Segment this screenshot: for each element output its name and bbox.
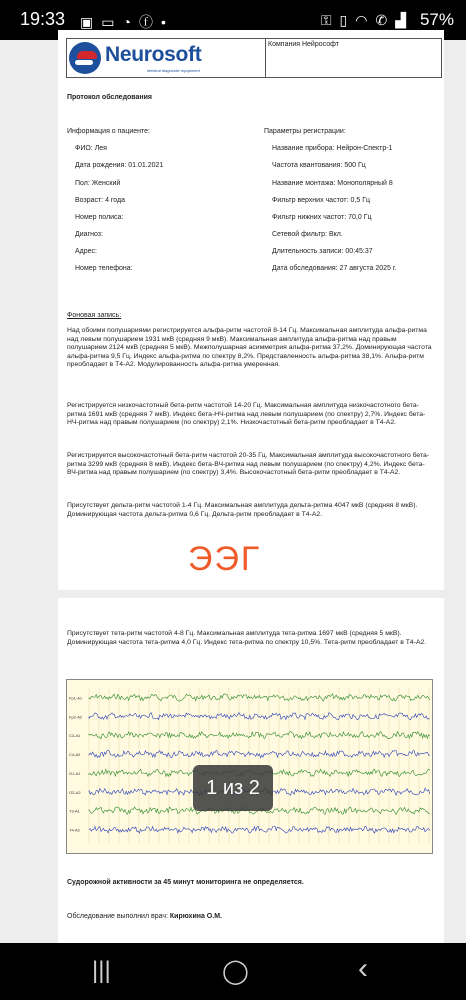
navigation-bar <box>0 943 466 1000</box>
beta-high-paragraph: Регистрируется высокочастотный бета-ритм частотой 20-35 Гц. Максимальная амплитуда высокочастотного бета-ритма 3299 мкВ (средняя 8 мкВ). Индекс бета-ВЧ-ритма над левым полушарием (по спектру) 4,2%. Индекс бета-ВЧ-ритма над правым полушарием (по спектру) 3,4%. Высокочастотный бета-ритм преобладает в Т4-А2. <box>67 452 430 477</box>
battery-percent: 57% <box>419 10 454 29</box>
dot-icon: • <box>160 14 166 30</box>
nfc-icon: ▯ <box>339 12 348 28</box>
eeg-trace <box>89 750 430 758</box>
beta-low-paragraph: Регистрируется низкочастотный бета-ритм частотой 14-20 Гц. Максимальная амплитуда низкочастотного бета-ритма 1691 мкВ (средняя 7 мкВ). Индекс бета-НЧ-ритма над левым полушарием (по спектру) 2,7%. Индекс бета-НЧ-ритма над правым полушарием (по спектру) 2,1%. Низкочастотный бета-ритм преобладает в Т4-А2. <box>67 402 426 427</box>
company-name: Компания Нейрософт <box>268 41 339 48</box>
registration-field: Фильтр нижних частот: 70,0 Гц <box>272 214 372 221</box>
neurosoft-logo <box>69 41 264 75</box>
registration-field: Частота квантования: 500 Гц <box>272 162 366 169</box>
system-icons <box>321 12 406 29</box>
call-icon: ✆ <box>375 12 388 28</box>
registration-field: Дата обследования: 27 августа 2025 г. <box>272 265 397 272</box>
eeg-watermark: ЭЭГ <box>188 540 262 578</box>
registration-field: Сетевой фильтр: Вкл. <box>272 231 343 238</box>
doctor-line <box>67 913 222 922</box>
registration-field: Название монтажа: Монополярный 8 <box>272 180 393 187</box>
patient-field: Пол: Женский <box>75 180 121 187</box>
eeg-trace <box>89 713 430 720</box>
channel-label: O1-A1 <box>69 770 81 776</box>
registration-field: Название прибора: Нейрон-Спектр-1 <box>272 145 393 152</box>
eeg-trace <box>89 826 430 833</box>
home-button[interactable]: ◯ <box>222 958 249 985</box>
document-page-1 <box>58 30 444 590</box>
eeg-trace <box>89 732 430 739</box>
patient-heading: Информация о пациенте: <box>67 128 150 135</box>
key-icon: ⚿ <box>320 12 332 28</box>
delta-paragraph: Присутствует дельта-ритм частотой 1-4 Гц. Максимальная амплитуда дельта-ритма 4047 мкВ (средняя 8 мкВ). Доминирующая частота дельта-ритма 0,6 Гц. Дельта-ритм преобладает в Т4-А2. <box>67 502 418 518</box>
notification-icons <box>80 12 166 32</box>
wifi-icon: ◠ <box>355 12 368 28</box>
logo-text: Neurosoft <box>105 43 202 66</box>
registration-field: Фильтр верхних частот: 0,5 Гц <box>272 197 371 204</box>
header-divider <box>265 39 266 77</box>
background-heading: Фоновая запись: <box>67 312 122 319</box>
rss-icon: ◔ <box>122 14 131 30</box>
seizure-note: Судорожной активности за 45 минут мониторинга не определяется. <box>67 879 304 886</box>
facebook-icon: ⓕ <box>138 14 153 30</box>
image-icon: ▣ <box>80 13 94 30</box>
registration-field: Длительность записи: 00:45:37 <box>272 248 373 255</box>
signal-icon: ▟ <box>395 12 406 28</box>
patient-field: ФИО: Лея <box>75 145 107 152</box>
patient-field: Возраст: 4 года <box>75 197 126 204</box>
registration-heading: Параметры регистрации: <box>264 128 346 135</box>
recents-button[interactable]: ||| <box>92 957 111 984</box>
patient-field: Дата рождения: 01.01.2021 <box>75 162 164 169</box>
alpha-paragraph: Над обоими полушариями регистрируется альфа-ритм частотой 8-14 Гц. Максимальная амплитуда альфа-ритма над левым полушарием 1931 мкВ (средняя 9 мкВ). Максимальная амплитуда альфа-ритма над правым полушарием 2124 мкВ (средняя 5 мкВ). Межполушарная асимметрия альфа-ритма 37,2%. Доминирующая частота альфа-ритма 9,5 Гц. Индекс альфа-ритма по спектру 8,2%. Представленность альфа-ритма 38,1%. Альфа-ритм преобладает в Т4-А2. Модулированность альфа-ритма умеренная. <box>67 327 432 369</box>
doctor-name: Кирюхина О.М. <box>169 913 222 920</box>
patient-field: Диагноз: <box>75 231 103 238</box>
channel-label: T3-A1 <box>69 808 80 814</box>
channel-label: Fp2-A2 <box>69 714 83 720</box>
page-counter-badge: 1 из 2 <box>193 765 273 811</box>
cast-icon: ▭ <box>101 13 115 30</box>
patient-field: Адрес: <box>75 248 97 255</box>
channel-label: T4-A2 <box>69 827 80 833</box>
channel-label: C3-A1 <box>69 733 81 739</box>
channel-label: C4-A2 <box>69 752 81 758</box>
channel-label: O2-A2 <box>69 789 81 795</box>
eeg-trace <box>89 694 430 701</box>
logo-subtitle: Medical diagnostic equipment <box>147 68 200 73</box>
status-time: 19:33 <box>20 9 66 29</box>
patient-field: Номер полиса: <box>75 214 124 221</box>
back-button[interactable]: ‹ <box>358 952 368 985</box>
patient-field: Номер телефона: <box>75 265 133 272</box>
channel-label: Fp1-A1 <box>69 695 83 701</box>
theta-paragraph: Присутствует тета-ритм частотой 4-8 Гц. Максимальная амплитуда тета-ритма 1697 мкВ (средняя 5 мкВ). Доминирующая частота тета-ритма 4,0 Гц. Индекс тета-ритма по спектру 10,5%. Тета-ритм преобладает в Т4-А2. <box>67 630 427 646</box>
doctor-prefix: Обследование выполнил врач: <box>67 913 170 920</box>
header-table <box>66 38 442 78</box>
logo-icon <box>69 42 101 74</box>
protocol-title: Протокол обследования <box>67 94 153 101</box>
